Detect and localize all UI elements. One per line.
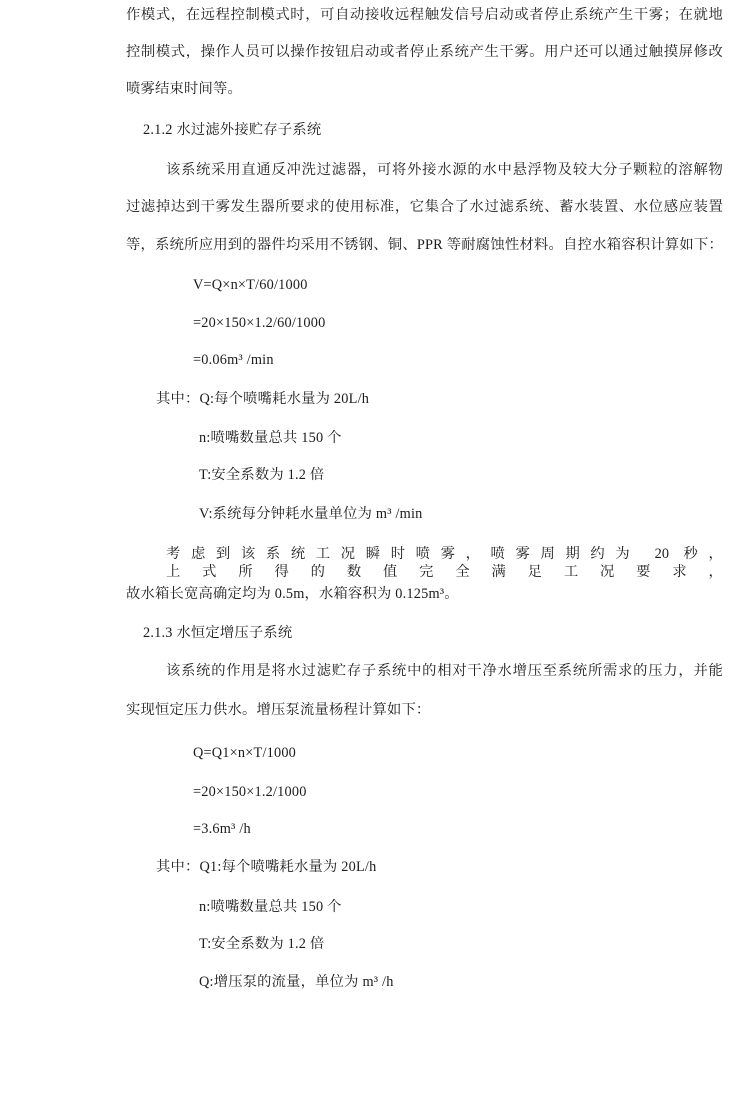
paragraph-line: 该系统采用直通反冲洗过滤器，可将外接水源的水中悬浮物及较大分子颗粒的溶解物 [166,162,723,178]
paragraph-line: 考虑到该系统工况瞬时喷雾，喷雾周期约为 20 秒，上式所得的数值完全满足工况要求， [166,546,723,580]
section-heading-2-1-2: 2.1.2 水过滤外接贮存子系统 [143,122,322,138]
paragraph-line: 作模式，在远程控制模式时，可自动接收远程触发信号启动或者停止系统产生干雾；在就地 [126,7,723,23]
paragraph-line: 故水箱长宽高确定均为 0.5m，水箱容积为 0.125m³。 [126,586,459,602]
formula-line: Q=Q1×n×T/1000 [193,745,297,761]
paragraph-line: 实现恒定压力供水。增压泵流量杨程计算如下： [126,702,431,718]
formula-line: =20×150×1.2/1000 [193,784,307,800]
paragraph-line: 过滤掉达到干雾发生器所要求的使用标准，它集合了水过滤系统、蓄水装置、水位感应装置 [126,199,723,215]
formula-line: =0.06m³ /min [193,352,274,368]
section-heading-2-1-3: 2.1.3 水恒定增压子系统 [143,625,293,641]
formula-line: =3.6m³ /h [193,821,251,837]
definition-line: 其中：Q:每个喷嘴耗水量为 20L/h [156,391,370,407]
formula-line: V=Q×n×T/60/1000 [193,277,308,293]
paragraph-line: 控制模式，操作人员可以操作按钮启动或者停止系统产生干雾。用户还可以通过触摸屏修改 [126,44,723,60]
definition-line: n:喷嘴数量总共 150 个 [199,899,342,915]
definition-line: 其中：Q1:每个喷嘴耗水量为 20L/h [156,859,377,875]
paragraph-line: 该系统的作用是将水过滤贮存子系统中的相对干净水增压至系统所需求的压力，并能 [166,663,723,679]
paragraph-line: 等，系统所应用到的器件均采用不锈钢、铜、PPR 等耐腐蚀性材料。自控水箱容积计算如下： [126,237,723,253]
definition-line: T:安全系数为 1.2 倍 [199,467,325,483]
definition-line: T:安全系数为 1.2 倍 [199,936,325,952]
definition-line: V:系统每分钟耗水量单位为 m³ /min [199,506,423,522]
definition-line: n:喷嘴数量总共 150 个 [199,430,342,446]
formula-line: =20×150×1.2/60/1000 [193,315,326,331]
definition-line: Q:增压泵的流量，单位为 m³ /h [199,974,394,990]
paragraph-line: 喷雾结束时间等。 [126,81,242,97]
